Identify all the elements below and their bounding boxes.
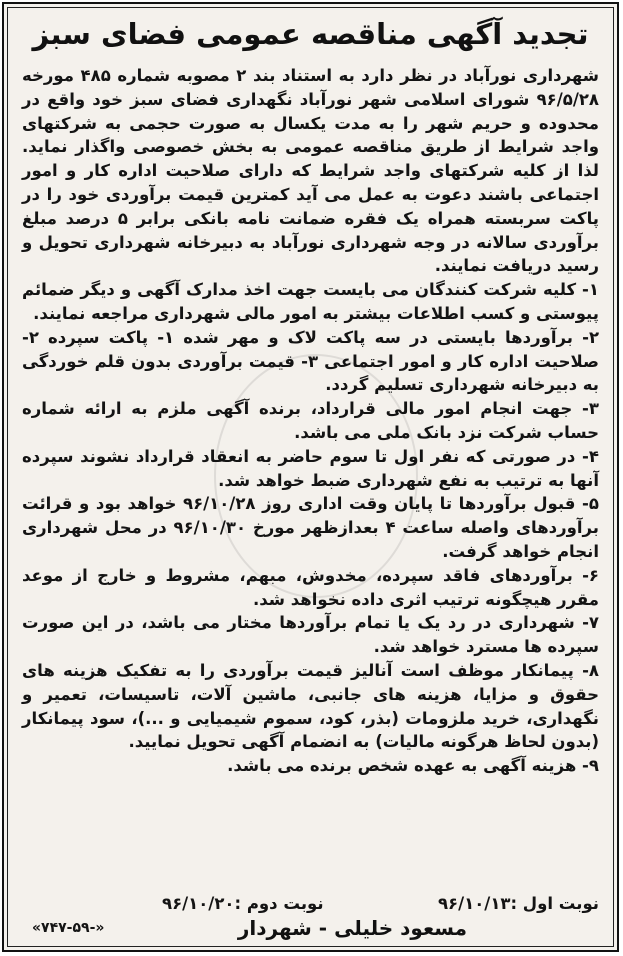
faded-stamp <box>214 354 418 598</box>
round-two: نوبت دوم :۹۶/۱۰/۲۰ <box>162 894 324 913</box>
ad-title: تجدید آگهی مناقصه عمومی فضای سبز <box>32 17 589 51</box>
ad-frame <box>2 2 619 952</box>
ad-item-2: ۲- برآوردها بایستی در سه پاکت لاک و مهر شده ۱- پاکت سپرده ۲- صلاحیت اداره کار و امور اجتماعی ۳- قیمت برآوردی بدون قلم خوردگی به دبیرخانه شهرداری تسلیم گردد. <box>22 327 600 395</box>
round-one: نوبت اول :۹۶/۱۰/۱۳ <box>437 894 599 913</box>
publication-rounds <box>22 894 599 918</box>
ad-item-4: ۴- در صورتی که نفر اول تا سوم حاضر به انعقاد قرارداد نشوند سپرده آنها به ترتیب به نفع شهرداری ضبط خواهد شد. <box>22 446 599 490</box>
ad-item-9: ۹- هزینه آگهی به عهده شخص برنده می باشد. <box>227 756 599 776</box>
ad-item-3: ۳- جهت انجام امور مالی قرارداد، برنده آگهی ملزم به ارائه شماره حساب شرکت نزد بانک ملی می باشد. <box>22 399 599 442</box>
ad-item-1: ۱- کلیه شرکت کنندگان می بایست جهت اخذ مدارک آگهی و دیگر ضمائم پیوستی و کسب اطلاعات بیشتر به امور مالی شهرداری مراجعه نمایند. <box>22 280 599 323</box>
ad-item-6: ۶- برآوردهای فاقد سپرده، مخدوش، مبهم، مشروط و خارج از موعد مقرر هیچگونه ترتیب اثری داده نخواهد شد. <box>22 565 599 609</box>
ad-item-7: ۷- شهرداری در رد یک یا تمام برآوردها مختار می باشد، در این صورت سپرده ها مسترد خواهد شد. <box>22 613 599 657</box>
ad-item-8: ۸- پیمانکار موظف است آنالیز قیمت برآوردی را به تفکیک هزینه های حقوق و مزایا، هزینه های جانبی، ماشین آلات، تاسیسات، تعمیر و نگهداری، خرید ملزومات (بذر، کود، سموم شیمیایی و ...)، سود پیمانکار (بدون لحاظ هرگونه مالیات) به انضمام آگهی تحویل نمایید. <box>22 660 599 752</box>
ad-code: «۷۴۷-۵۹-» <box>32 920 105 936</box>
ad-item-5: ۵- قبول برآوردها تا پایان وقت اداری روز ۹۶/۱۰/۲۸ خواهد بود و قرائت برآوردهای واصله ساعت ۴ بعدازظهر مورخ ۹۶/۱۰/۳۰ در محل شهرداری انجام خواهد گرفت. <box>22 494 599 561</box>
signature: مسعود خلیلی - شهردار <box>237 916 467 940</box>
ad-intro: شهرداری نورآباد در نظر دارد به استناد بند ۲ مصوبه شماره ۴۸۵ مورخه ۹۶/۵/۲۸ شورای اسلامی شهر نورآباد نگهداری فضای سبز خود واقع در محدوده و حریم شهر را به مدت یکسال به صورت حجمی به شرکتهای واجد شرایط از طریق مناقصه عمومی به بخش خصوصی واگذار نماید. لذا از کلیه شرکتهای واجد شرایط که دارای صلاحیت اداره کار و امور اجتماعی باشند دعوت به عمل می آید کمترین قیمت برآوردی خود را در پاکت سربسته همراه یک فقره ضمانت نامه بانکی برابر ۵ درصد مبلغ برآوردی سالانه در وجه شهرداری نورآباد به دبیرخانه شهرداری تحویل و رسید دریافت نمایند. <box>22 66 600 276</box>
ad-body <box>22 64 599 778</box>
